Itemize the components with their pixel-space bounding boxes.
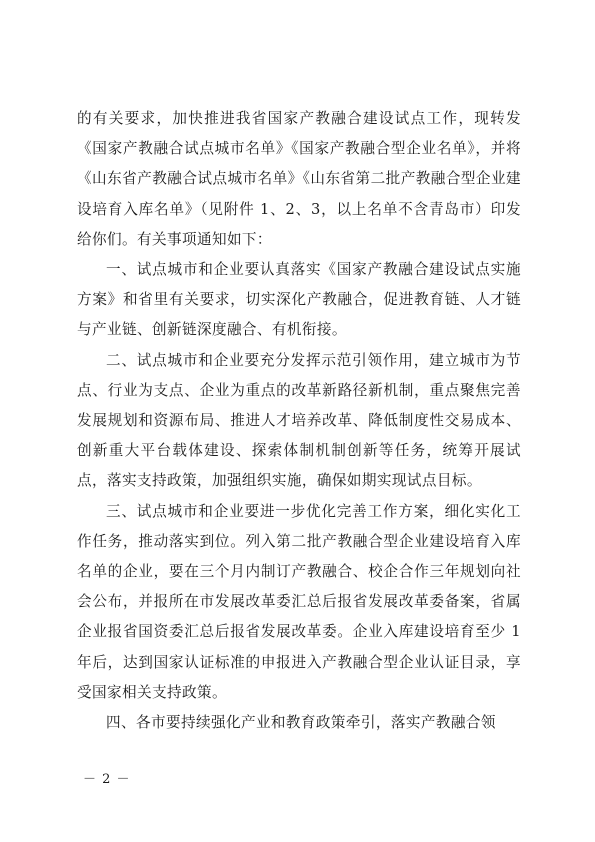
page-number: － 2 － (83, 772, 131, 787)
paragraph-intro-continuation: 的有关要求，加快推进我省国家产教融合建设试点工作，现转发《国家产教融合试点城市名单》《国家产教融合型企业名单》，并将《山东省产教融合试点城市名单》《山东省第二批产教融合型企业建设培育入库名单》（见附件 1、2、3，以上名单不含青岛市）印发给你们。有关事项通知如下： (77, 110, 521, 248)
paragraph-item-1: 一、试点城市和企业要认真落实《国家产教融合建设试点实施方案》和省里有关要求，切实深化产教融合，促进教育链、人才链与产业链、创新链深度融合、有机衔接。 (77, 261, 521, 339)
paragraph-item-2: 二、试点城市和企业要充分发挥示范引领作用，建立城市为节点、行业为支点、企业为重点的改革新路径新机制，重点聚焦完善发展规划和资源布局、推进人才培养改革、降低制度性交易成本、创新重大平台载体建设、探索体制机制创新等任务，统筹开展试点，落实支持政策，加强组织实施，确保如期实现试点目标。 (77, 351, 521, 490)
document-body (77, 104, 521, 738)
paragraph-item-4: 四、各市要持续强化产业和教育政策牵引，落实产教融合领 (106, 714, 496, 732)
paragraph-item-3: 三、试点城市和企业要进一步优化完善工作方案，细化实化工作任务，推动落实到位。列入第二批产教融合型企业建设培育入库名单的企业，要在三个月内制订产教融合、校企合作三年规划向社会公布，并报所在市发展改革委汇总后报省发展改革委备案，省属企业报省国资委汇总后报省发展改革委。企业入库建设培育至少 1 年后，达到国家认证标准的申报进入产教融合型企业认证目录，享受国家相关支持政策。 (77, 502, 521, 701)
